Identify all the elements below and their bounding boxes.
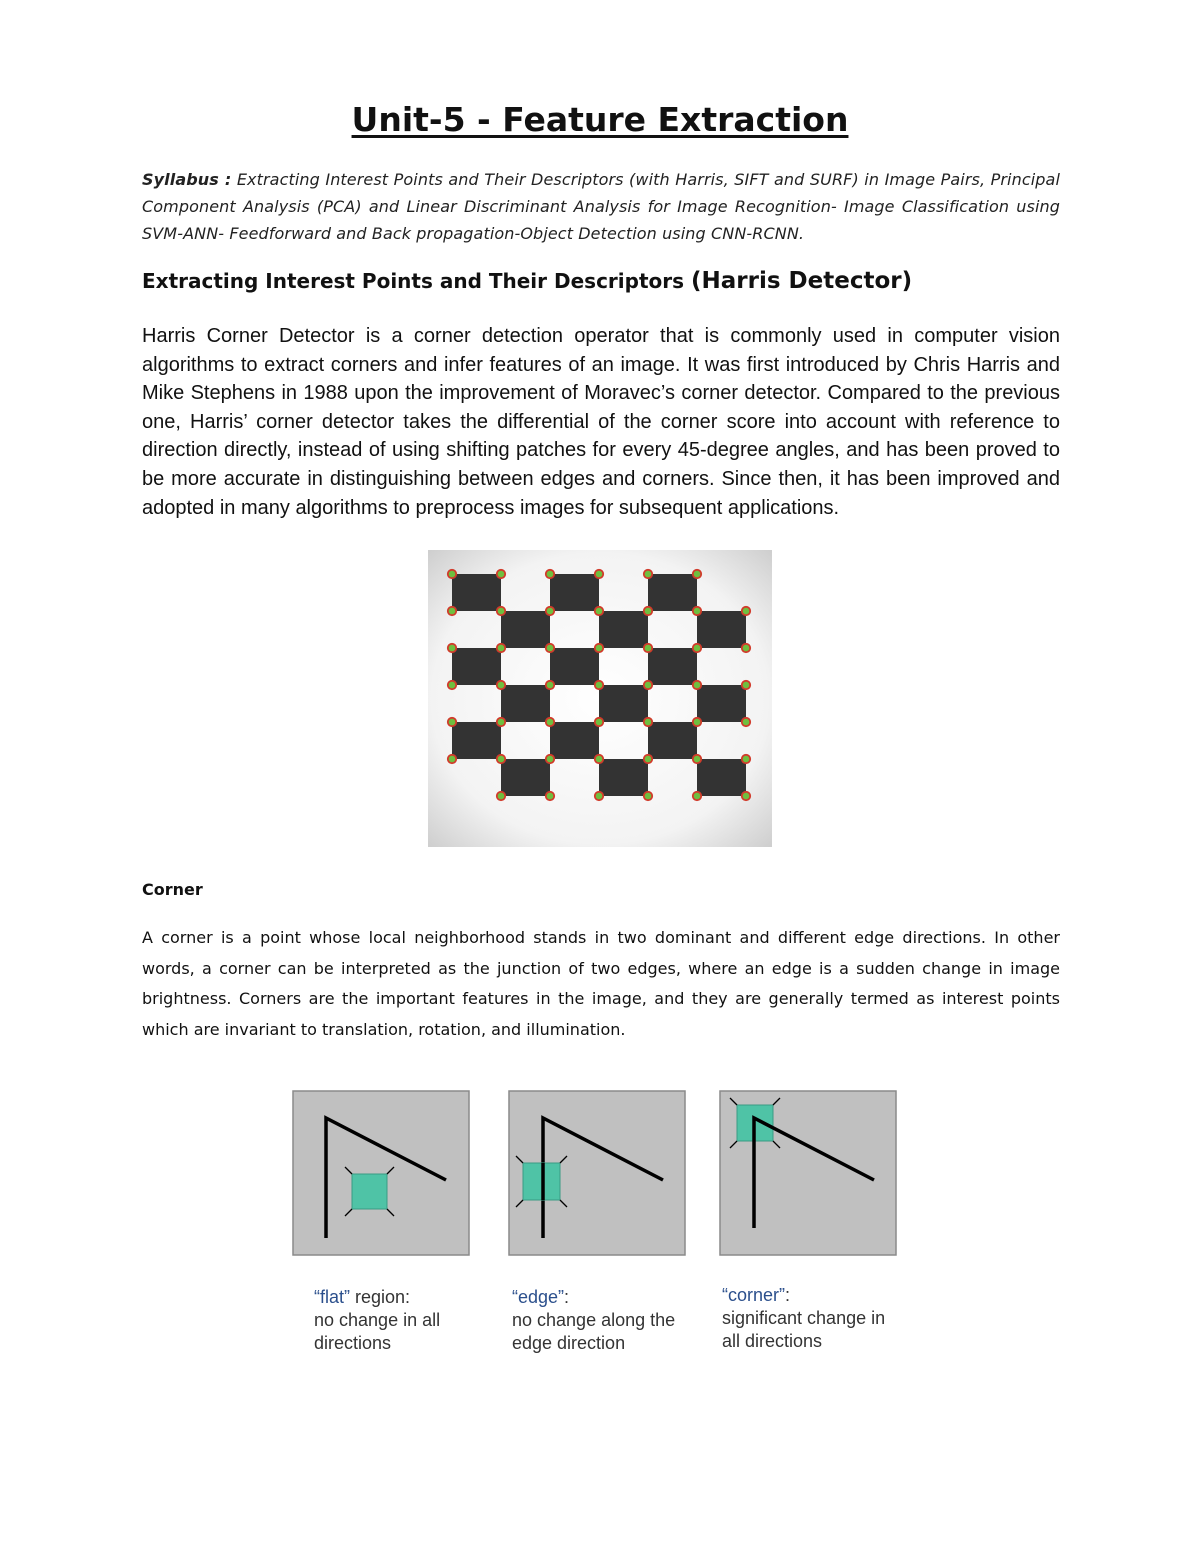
corner-point bbox=[546, 755, 554, 763]
corner-point bbox=[644, 570, 652, 578]
checker-square bbox=[501, 685, 550, 722]
caption-edge-line-2: edge direction bbox=[512, 1333, 626, 1353]
checker-square bbox=[648, 574, 697, 611]
corner-point bbox=[693, 644, 701, 652]
caption-edge-rest: : bbox=[564, 1287, 570, 1307]
checker-square bbox=[599, 611, 648, 648]
corner-point bbox=[595, 681, 603, 689]
corner-point bbox=[644, 681, 652, 689]
checker-square bbox=[697, 611, 746, 648]
corner-point bbox=[595, 644, 603, 652]
corner-point bbox=[448, 718, 456, 726]
corner-point bbox=[742, 755, 750, 763]
flat-region-panel bbox=[293, 1091, 469, 1255]
caption-edge-line-1: no change along the bbox=[512, 1310, 676, 1330]
corner-point bbox=[595, 755, 603, 763]
section-heading-main: Extracting Interest Points and Their Descriptors bbox=[142, 269, 685, 293]
checker-square bbox=[501, 611, 550, 648]
corner-point bbox=[448, 755, 456, 763]
corner-point bbox=[693, 681, 701, 689]
corner-point bbox=[546, 644, 554, 652]
corner-point bbox=[546, 570, 554, 578]
caption-corner-rest: : bbox=[785, 1285, 791, 1305]
corner-point bbox=[742, 681, 750, 689]
corner-point bbox=[742, 718, 750, 726]
corner-point bbox=[693, 718, 701, 726]
corner-point bbox=[644, 792, 652, 800]
checker-square bbox=[599, 685, 648, 722]
page-title: Unit-5 - Feature Extraction bbox=[351, 100, 849, 139]
caption-flat bbox=[314, 1286, 440, 1355]
corner-point bbox=[497, 607, 505, 615]
corner-point bbox=[644, 718, 652, 726]
syllabus-text: Extracting Interest Points and Their Descriptors (with Harris, SIFT and SURF) in Image Pairs, Principal Component Analysis (PCA) and Linear Discriminant Analysis for Image Recognition- Image Classification using SVM-ANN- Feedforward and Back propagation-Object Detection using CNN-RCNN. bbox=[142, 170, 1060, 243]
caption-corner-quoted: “corner” bbox=[722, 1285, 786, 1305]
checker-square bbox=[648, 648, 697, 685]
caption-edge-quoted: “edge” bbox=[512, 1287, 565, 1307]
checker-square bbox=[550, 722, 599, 759]
caption-flat-rest: region: bbox=[350, 1287, 411, 1307]
corner-point bbox=[693, 570, 701, 578]
corner-paragraph: A corner is a point whose local neighborhood stands in two dominant and different edge directions. In other words, a corner can be interpreted as the junction of two edges, where an edge is a sudden change in image brightness. Corners are the important features in the image, and they are generally termed as interest points which are invariant to translation, rotation, and illumination. bbox=[142, 928, 1060, 1039]
checker-square bbox=[550, 574, 599, 611]
corner-point bbox=[497, 644, 505, 652]
corner-point bbox=[693, 755, 701, 763]
corner-point bbox=[595, 718, 603, 726]
flat-edge-corner-figure bbox=[290, 1088, 902, 1368]
caption-flat-line-2: directions bbox=[314, 1333, 392, 1353]
edge-region-panel bbox=[509, 1091, 685, 1255]
corner-point bbox=[595, 792, 603, 800]
corner-point bbox=[742, 792, 750, 800]
corner-point bbox=[448, 607, 456, 615]
corner-point bbox=[497, 792, 505, 800]
window-diagram bbox=[290, 1088, 902, 1268]
caption-flat-line-1: no change in all bbox=[314, 1310, 441, 1330]
checker-square bbox=[452, 574, 501, 611]
corner-point bbox=[497, 570, 505, 578]
checker-square bbox=[697, 685, 746, 722]
corner-point bbox=[693, 607, 701, 615]
checker-square bbox=[648, 722, 697, 759]
syllabus-label: Syllabus : bbox=[142, 170, 232, 189]
corner-point bbox=[448, 644, 456, 652]
section-heading-paren: (Harris Detector) bbox=[691, 268, 913, 294]
corner-point bbox=[497, 755, 505, 763]
corner-point bbox=[644, 607, 652, 615]
corner-point bbox=[595, 570, 603, 578]
corner-point bbox=[595, 607, 603, 615]
corner-point bbox=[546, 718, 554, 726]
corner-point bbox=[448, 570, 456, 578]
corner-point bbox=[546, 792, 554, 800]
caption-corner-line-2: all directions bbox=[722, 1331, 823, 1351]
checker-square bbox=[452, 648, 501, 685]
corner-region-panel bbox=[720, 1091, 896, 1255]
checkerboard-corner-image bbox=[428, 550, 772, 847]
corner-point bbox=[742, 607, 750, 615]
corner-point bbox=[497, 718, 505, 726]
checker-square bbox=[452, 722, 501, 759]
syllabus-paragraph bbox=[142, 166, 1060, 247]
corner-heading: Corner bbox=[142, 880, 203, 899]
corner-point bbox=[644, 755, 652, 763]
checker-square bbox=[599, 759, 648, 796]
corner-point bbox=[742, 644, 750, 652]
corner-point bbox=[546, 607, 554, 615]
window-square bbox=[352, 1174, 387, 1209]
caption-corner-line-1: significant change in bbox=[722, 1308, 886, 1328]
intro-paragraph: Harris Corner Detector is a corner detection operator that is commonly used in computer vision algorithms to extract corners and infer features of an image. It was first introduced by Chris Harris and Mike Stephens in 1988 upon the improvement of Moravec’s corner detector. Compared to the previous one, Harris’ corner detector takes the differential of the corner score into account with reference to direction directly, instead of using shifting patches for every 45-degree angles, and has been proved to be more accurate in distinguishing between edges and corners. Since then, it has been improved and adopted in many algorithms to preprocess images for subsequent applications. bbox=[142, 325, 1060, 519]
caption-edge bbox=[512, 1286, 675, 1355]
corner-point bbox=[546, 681, 554, 689]
corner-point bbox=[644, 644, 652, 652]
checker-square bbox=[697, 759, 746, 796]
caption-corner bbox=[722, 1284, 885, 1353]
checker-square bbox=[501, 759, 550, 796]
checker-square bbox=[550, 648, 599, 685]
corner-point bbox=[497, 681, 505, 689]
corner-point bbox=[693, 792, 701, 800]
caption-flat-quoted: “flat” bbox=[314, 1287, 350, 1307]
section-heading bbox=[142, 268, 912, 294]
corner-point bbox=[448, 681, 456, 689]
